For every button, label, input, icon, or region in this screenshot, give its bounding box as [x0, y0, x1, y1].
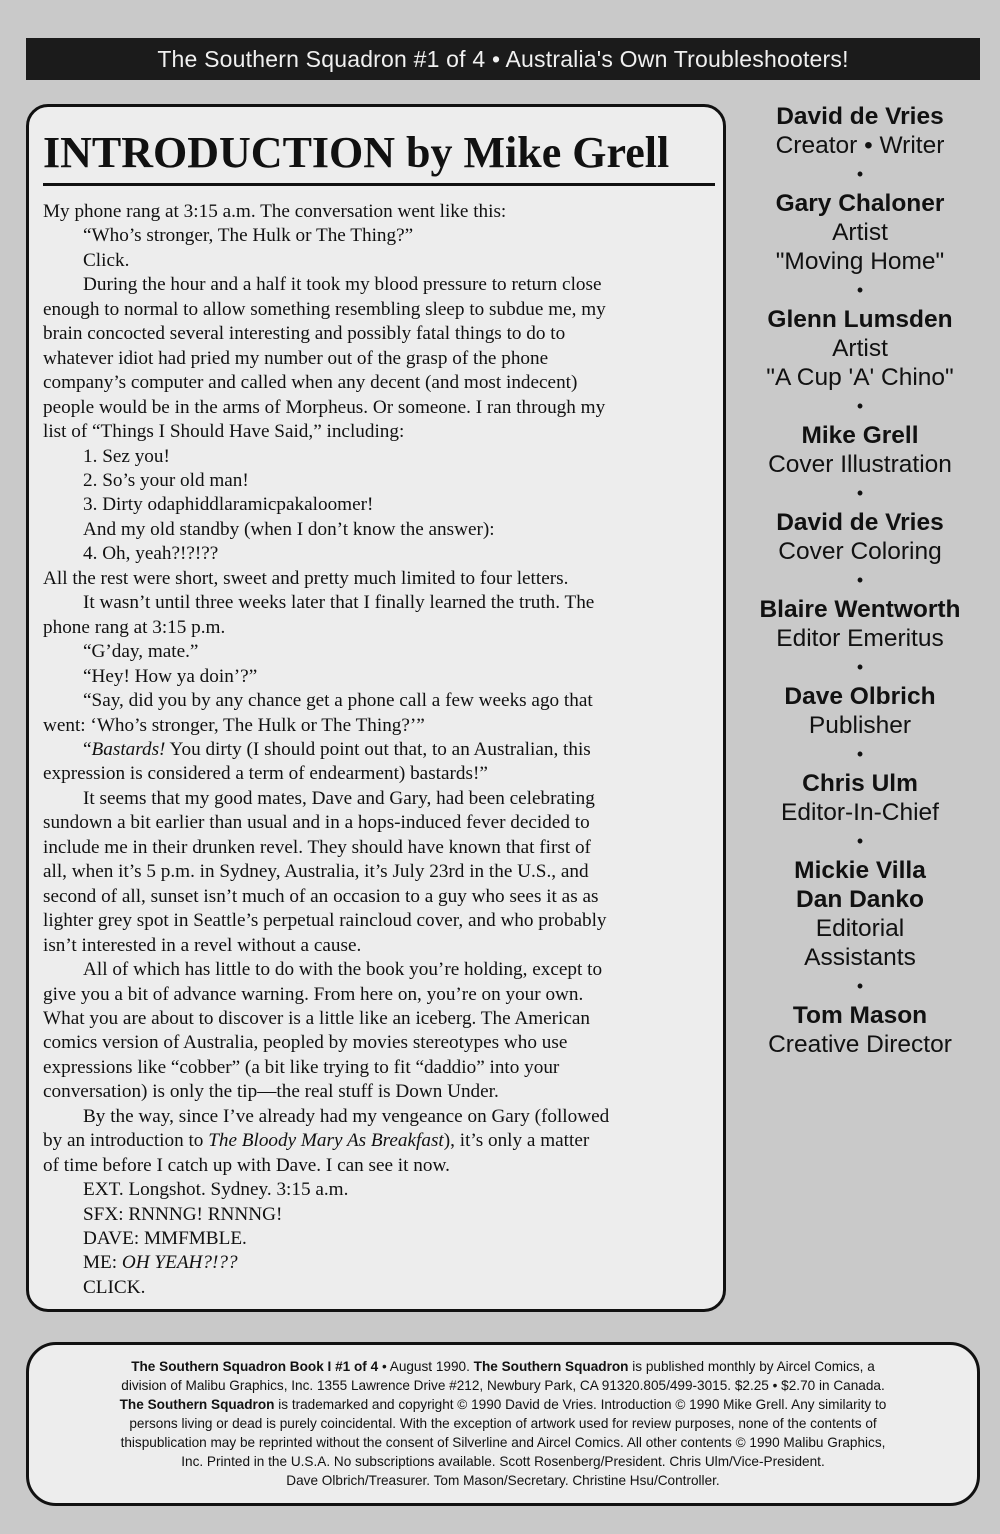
credit-separator: •	[856, 280, 864, 300]
credit-entry	[740, 1001, 980, 1059]
credit-entry	[740, 305, 980, 392]
introduction-line: “Hey! How ya doin’?”	[83, 665, 258, 687]
credit-entry	[740, 102, 980, 160]
introduction-line: ME: OH YEAH?!??	[83, 1252, 238, 1274]
introduction-line: EXT. Longshot. Sydney. 3:15 a.m.	[83, 1179, 349, 1201]
introduction-line: expression is considered a term of endearment) bastards!”	[43, 763, 488, 785]
introduction-line: went: ‘Who’s stronger, The Hulk or The Thing?’”	[43, 714, 425, 736]
indicia-line: The Southern Squadron Book I #1 of 4 • August 1990. The Southern Squadron is published monthly by Aircel Comics, a	[131, 1359, 875, 1374]
introduction-line: isn’t interested in a revel without a cause.	[43, 934, 362, 956]
credit-name: Glenn Lumsden	[767, 306, 953, 333]
introduction-line: DAVE: MMFMBLE.	[83, 1228, 247, 1250]
credit-role: "A Cup 'A' Chino"	[766, 364, 954, 391]
introduction-line: of time before I catch up with Dave. I can see it now.	[43, 1154, 450, 1176]
credit-role: Assistants	[804, 944, 916, 971]
credit-role: Creator • Writer	[775, 132, 945, 159]
indicia-line: thispublication may be reprinted without the consent of Silverline and Aircel Comics. All other contents © 1990 Malibu Graphics,	[120, 1435, 886, 1450]
introduction-line: by an introduction to The Bloody Mary As Breakfast), it’s only a matter	[43, 1130, 590, 1152]
credit-separator: •	[856, 976, 864, 996]
introduction-line: “Who’s stronger, The Hulk or The Thing?”	[83, 225, 414, 247]
credit-role: Editor-In-Chief	[781, 799, 939, 826]
introduction-line: lighter grey spot in Seattle’s perpetual raincloud cover, and who probably	[43, 910, 607, 932]
introduction-line: All of which has little to do with the book you’re holding, except to	[83, 959, 603, 981]
introduction-title: INTRODUCTION by Mike Grell	[43, 128, 670, 177]
credit-name: David de Vries	[776, 103, 944, 130]
introduction-line: give you a bit of advance warning. From here on, you’re on your own.	[43, 983, 584, 1005]
indicia-line: The Southern Squadron is trademarked and copyright © 1990 David de Vries. Introduction © 1990 Mike Grell. Any similarity to	[119, 1397, 887, 1412]
introduction-line: And my old standby (when I don’t know the answer):	[83, 518, 495, 540]
credit-separator: •	[856, 483, 864, 503]
introduction-line: My phone rang at 3:15 a.m. The conversation went like this:	[43, 201, 507, 222]
credit-entry	[740, 508, 980, 566]
introduction-line: whatever idiot had pried my number out of the grasp of the phone	[43, 347, 549, 369]
introduction-line: 2. So’s your old man!	[83, 469, 249, 491]
introduction-line: What you are about to discover is a little like an iceberg. The American	[43, 1007, 591, 1029]
indicia-line: division of Malibu Graphics, Inc. 1355 Lawrence Drive #212, Newbury Park, CA 91320.805/499-3015. $2.25 • $2.70 in Canada.	[121, 1378, 885, 1393]
introduction-line: SFX: RNNNG! RNNNG!	[83, 1203, 283, 1225]
credit-name: Chris Ulm	[802, 770, 918, 797]
title-divider	[43, 183, 715, 186]
credit-entry	[740, 856, 980, 972]
introduction-line: company’s computer and called when any decent (and most indecent)	[43, 372, 578, 394]
credit-role: Artist	[832, 219, 888, 246]
credit-name: Tom Mason	[792, 1002, 928, 1029]
introduction-line: 3. Dirty odaphiddlaramicpakaloomer!	[83, 494, 374, 516]
credit-name: Gary Chaloner	[775, 190, 945, 217]
credit-role: Artist	[832, 335, 888, 362]
introduction-line: people would be in the arms of Morpheus. Or someone. I ran through my	[43, 396, 606, 418]
credit-entry	[740, 769, 980, 827]
credit-name: David de Vries	[776, 509, 944, 536]
credit-entry	[740, 682, 980, 740]
credit-name: Mickie Villa	[794, 857, 926, 884]
credit-role: Editor Emeritus	[776, 625, 944, 652]
introduction-line: By the way, since I’ve already had my vengeance on Gary (followed	[83, 1105, 610, 1127]
credit-name: Dan Danko	[796, 886, 924, 913]
credit-role: Cover Coloring	[778, 538, 942, 565]
credit-entry	[740, 421, 980, 479]
introduction-line: conversation) is only the tip—the real stuff is Down Under.	[43, 1081, 499, 1103]
credit-entry	[740, 189, 980, 276]
introduction-line: It seems that my good mates, Dave and Gary, had been celebrating	[83, 787, 595, 809]
introduction-line: “G’day, mate.”	[83, 641, 199, 663]
introduction-line: all, when it’s 5 p.m. in Sydney, Australia, it’s July 23rd in the U.S., and	[43, 861, 589, 883]
introduction-line: CLICK.	[83, 1276, 146, 1298]
indicia-line: persons living or dead is purely coincidental. With the exception of artwork used for review purposes, none of the contents of	[129, 1416, 877, 1431]
credit-name: Mike Grell	[801, 422, 919, 449]
credit-separator: •	[856, 831, 864, 851]
introduction-line: “Bastards! You dirty (I should point out that, to an Australian, this	[83, 738, 591, 760]
introduction-line: 1. Sez you!	[83, 445, 170, 467]
header-banner: The Southern Squadron #1 of 4 • Australia's Own Troubleshooters!	[26, 38, 980, 80]
introduction-line: include me in their drunken revel. They should have known that first of	[43, 836, 591, 858]
introduction-line: All the rest were short, sweet and pretty much limited to four letters.	[43, 567, 569, 589]
introduction-line: enough to normal to allow something resembling sleep to subdue me, my	[43, 298, 606, 320]
introduction-line: brain concocted several interesting and possibly fatal things to do to	[43, 323, 566, 345]
introduction-line: Click.	[83, 249, 130, 271]
credit-name: Blaire Wentworth	[759, 596, 961, 623]
credit-role: Cover Illustration	[768, 451, 952, 478]
indicia-line: Dave Olbrich/Treasurer. Tom Mason/Secretary. Christine Hsu/Controller.	[286, 1473, 720, 1488]
introduction-line: It wasn’t until three weeks later that I finally learned the truth. The	[83, 592, 595, 614]
introduction-line: list of “Things I Should Have Said,” including:	[43, 421, 405, 443]
credit-separator: •	[856, 164, 864, 184]
introduction-body	[43, 200, 709, 1300]
credit-role: Publisher	[808, 712, 912, 739]
credit-separator: •	[856, 396, 864, 416]
introduction-line: expressions like “cobber” (a bit like trying to fit “daddio” into your	[43, 1056, 560, 1078]
credit-entry	[740, 595, 980, 653]
credits-column	[740, 102, 980, 1059]
credit-role: "Moving Home"	[775, 248, 945, 275]
credit-separator: •	[856, 657, 864, 677]
credit-role: Editorial	[815, 915, 905, 942]
credit-separator: •	[856, 744, 864, 764]
introduction-line: During the hour and a half it took my blood pressure to return close	[83, 274, 602, 296]
credit-separator: •	[856, 570, 864, 590]
introduction-line: 4. Oh, yeah?!?!??	[83, 543, 219, 565]
publication-indicia	[26, 1342, 980, 1506]
introduction-panel	[26, 104, 726, 1312]
introduction-line: second of all, sunset isn’t much of an occasion to a guy who sees it as as	[43, 885, 599, 907]
introduction-line: sundown a bit earlier than usual and in a hops-induced fever decided to	[43, 812, 590, 834]
introduction-line: comics version of Australia, peopled by movies stereotypes who use	[43, 1032, 568, 1054]
introduction-line: “Say, did you by any chance get a phone call a few weeks ago that	[83, 690, 593, 712]
credit-role: Creative Director	[768, 1031, 952, 1058]
credit-name: Dave Olbrich	[784, 683, 936, 710]
introduction-line: phone rang at 3:15 p.m.	[43, 616, 226, 638]
indicia-line: Inc. Printed in the U.S.A. No subscriptions available. Scott Rosenberg/President. Chris Ulm/Vice-President.	[181, 1454, 825, 1469]
